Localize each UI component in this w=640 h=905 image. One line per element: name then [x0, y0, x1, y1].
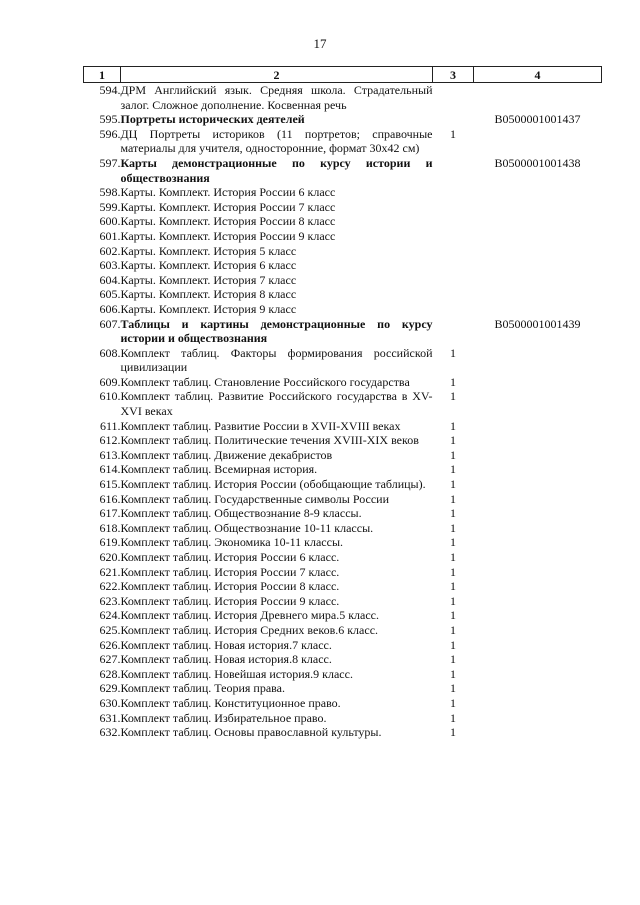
row-number: 623. — [99, 593, 121, 608]
column-header-code: 4 — [474, 67, 602, 83]
row-item-name: Карты. Комплект. История 5 класс — [120, 243, 297, 258]
table-row — [84, 156, 602, 185]
row-inventory-code — [474, 287, 602, 302]
row-number: 622. — [99, 579, 121, 594]
row-item-name: Комплект таблиц. Движение декабристов — [120, 447, 333, 462]
row-item-name: Комплект таблиц. История России 7 класс. — [120, 564, 340, 579]
row-number: 626. — [99, 637, 121, 652]
row-inventory-code — [474, 127, 602, 156]
row-number: 599. — [99, 199, 121, 214]
row-inventory-code — [474, 273, 602, 288]
row-number: 609. — [99, 374, 121, 389]
row-inventory-code — [474, 681, 602, 696]
row-item-name: Карты. Комплект. История России 8 класс — [120, 214, 336, 229]
table-row — [84, 346, 602, 375]
table-row — [84, 229, 602, 244]
row-inventory-code — [474, 185, 602, 200]
row-inventory-code — [474, 535, 602, 550]
row-item-name: Комплект таблиц. Факторы формирования российской цивилизации — [120, 345, 433, 375]
row-number: 607. — [99, 316, 121, 331]
row-number: 613. — [99, 447, 121, 462]
row-inventory-code — [474, 725, 602, 740]
row-quantity — [433, 317, 474, 346]
row-item-name: Комплект таблиц. Новая история.8 класс. — [120, 652, 332, 667]
row-item-name: Комплект таблиц. История России 9 класс. — [120, 593, 340, 608]
row-quantity: 1 — [450, 389, 456, 404]
row-quantity — [433, 214, 474, 229]
row-quantity: 1 — [450, 520, 456, 535]
row-number: 630. — [99, 695, 121, 710]
row-inventory-code — [474, 652, 602, 667]
row-quantity: 1 — [450, 535, 456, 550]
column-header-number: 1 — [84, 67, 121, 83]
row-inventory-code — [474, 623, 602, 638]
table-row — [84, 462, 602, 477]
row-number: 627. — [99, 652, 121, 667]
column-header-name: 2 — [121, 67, 433, 83]
row-item-name: Комплект таблиц. Избирательное право. — [120, 710, 327, 725]
table-row — [84, 652, 602, 667]
inventory-table — [83, 66, 602, 740]
row-quantity — [433, 273, 474, 288]
row-number: 602. — [99, 243, 121, 258]
row-number: 617. — [99, 506, 121, 521]
row-inventory-code — [474, 521, 602, 536]
row-number: 628. — [99, 666, 121, 681]
row-number: 598. — [99, 185, 121, 200]
row-quantity — [433, 229, 474, 244]
row-item-name: Комплект таблиц. Новейшая история.9 класс. — [120, 666, 353, 681]
row-item-name: Карты. Комплект. История России 6 класс — [120, 185, 336, 200]
column-header-quantity: 3 — [433, 67, 474, 83]
row-item-name: Комплект таблиц. Государственные символы России — [120, 491, 390, 506]
row-item-name: Комплект таблиц. История России 6 класс. — [120, 550, 340, 564]
row-quantity: 1 — [450, 491, 456, 506]
row-inventory-code — [474, 565, 602, 580]
row-item-name: Карты. Комплект. История 6 класс — [120, 258, 297, 273]
row-number: 625. — [99, 622, 121, 637]
row-number: 603. — [99, 258, 121, 273]
table-row — [84, 389, 602, 418]
table-row — [84, 302, 602, 317]
table-row — [84, 623, 602, 638]
row-quantity: 1 — [450, 666, 456, 681]
row-number: 629. — [99, 681, 121, 696]
table-row — [84, 419, 602, 434]
row-item-name: Таблицы и картины демонстрационные по курсу истории и обществознания — [120, 316, 433, 346]
row-number: 624. — [99, 608, 121, 623]
table-row — [84, 127, 602, 156]
row-number: 632. — [99, 725, 121, 740]
table-row — [84, 521, 602, 536]
row-quantity: 1 — [450, 564, 456, 579]
table-row — [84, 681, 602, 696]
row-number: 621. — [99, 564, 121, 579]
row-inventory-code — [474, 258, 602, 273]
table-row — [84, 258, 602, 273]
row-number: 631. — [99, 710, 121, 725]
row-quantity: 1 — [450, 681, 456, 696]
row-number: 608. — [99, 345, 121, 360]
row-inventory-code — [474, 433, 602, 448]
row-item-name: Карты. Комплект. История 8 класс — [120, 287, 297, 302]
row-quantity: 1 — [450, 462, 456, 477]
row-inventory-code — [474, 302, 602, 317]
row-inventory-code — [474, 696, 602, 711]
row-inventory-code — [474, 667, 602, 682]
table-row — [84, 638, 602, 653]
row-number: 614. — [99, 462, 121, 477]
row-item-name: Карты. Комплект. История 9 класс — [120, 301, 297, 316]
row-item-name: Комплект таблиц. Всемирная история. — [120, 462, 318, 477]
row-quantity: 1 — [450, 652, 456, 667]
row-quantity: 1 — [450, 433, 456, 448]
row-quantity: 1 — [450, 374, 456, 389]
row-inventory-code — [474, 579, 602, 594]
row-quantity — [433, 83, 474, 113]
row-quantity — [433, 244, 474, 259]
row-quantity — [433, 258, 474, 273]
inventory-rows — [84, 83, 602, 740]
row-quantity: 1 — [450, 725, 456, 740]
table-row — [84, 667, 602, 682]
table-row — [84, 83, 602, 113]
row-item-name: Комплект таблиц. История Средних веков.6 класс. — [120, 622, 379, 637]
row-item-name: Комплект таблиц. Новая история.7 класс. — [120, 637, 332, 652]
row-inventory-code — [474, 462, 602, 477]
row-item-name: Карты. Комплект. История России 7 класс — [120, 199, 336, 214]
row-number: 620. — [99, 550, 121, 564]
row-number: 610. — [99, 389, 121, 404]
table-row — [84, 506, 602, 521]
row-inventory-code — [474, 244, 602, 259]
row-quantity: 1 — [450, 345, 456, 360]
table-row — [84, 185, 602, 200]
row-number: 600. — [99, 214, 121, 229]
table-row — [84, 492, 602, 507]
row-quantity: 1 — [450, 710, 456, 725]
row-quantity — [433, 200, 474, 215]
row-item-name: Комплект таблиц. Теория права. — [120, 681, 286, 696]
row-item-name: Комплект таблиц. Политические течения XVIII-XIX веков — [120, 433, 419, 448]
row-quantity — [433, 185, 474, 200]
table-row — [84, 375, 602, 390]
row-item-name: Комплект таблиц. История Древнего мира.5 класс. — [120, 608, 379, 623]
row-item-name: Карты. Комплект. История 7 класс — [120, 272, 297, 287]
table-row — [84, 711, 602, 726]
table-row — [84, 550, 602, 565]
row-number: 594. — [99, 83, 121, 97]
table-row — [84, 696, 602, 711]
table-row — [84, 214, 602, 229]
row-item-name: Комплект таблиц. Экономика 10-11 классы. — [120, 535, 344, 550]
row-quantity: 1 — [450, 550, 456, 564]
row-inventory-code — [474, 477, 602, 492]
row-inventory-code — [474, 711, 602, 726]
row-number: 597. — [99, 155, 121, 170]
row-number: 619. — [99, 535, 121, 550]
table-row — [84, 448, 602, 463]
table-row — [84, 317, 602, 346]
row-item-name: Комплект таблиц. Обществознание 8-9 классы. — [120, 506, 362, 521]
row-inventory-code — [474, 594, 602, 609]
table-row — [84, 287, 602, 302]
table-row — [84, 594, 602, 609]
row-number: 606. — [99, 301, 121, 316]
row-number: 618. — [99, 520, 121, 535]
row-quantity: 1 — [450, 608, 456, 623]
row-quantity — [433, 112, 474, 127]
table-row — [84, 725, 602, 740]
row-item-name: Комплект таблиц. Развитие России в XVII-XVIII веках — [120, 418, 401, 433]
row-quantity: 1 — [450, 579, 456, 594]
row-number: 596. — [99, 126, 121, 141]
row-quantity — [433, 156, 474, 185]
table-row — [84, 244, 602, 259]
row-item-name: Карты демонстрационные по курсу истории и обществознания — [120, 155, 433, 185]
row-item-name: ДЦ Портреты историков (11 портретов; справочные материалы для учителя, односторонние, формат 30х42 см) — [120, 126, 433, 156]
row-number: 611. — [99, 418, 121, 433]
row-inventory-code — [474, 200, 602, 215]
row-item-name: ДРМ Английский язык. Средняя школа. Страдательный залог. Сложное дополнение. Косвенная речь — [120, 83, 433, 112]
table-row — [84, 273, 602, 288]
row-quantity: 1 — [450, 506, 456, 521]
table-row — [84, 477, 602, 492]
row-inventory-code — [474, 229, 602, 244]
table-row — [84, 433, 602, 448]
table-row — [84, 112, 602, 127]
row-quantity: 1 — [450, 477, 456, 492]
row-inventory-code — [474, 83, 602, 113]
row-item-name: Комплект таблиц. История России (обобщающие таблицы). — [120, 477, 426, 492]
row-inventory-code — [474, 346, 602, 375]
row-number: 595. — [99, 112, 121, 127]
row-inventory-code — [474, 448, 602, 463]
row-item-name: Комплект таблиц. Развитие Российского государства в XV-XVI веках — [120, 389, 433, 419]
row-quantity: 1 — [450, 622, 456, 637]
row-inventory-code — [474, 389, 602, 418]
row-item-name: Комплект таблиц. Обществознание 10-11 классы. — [120, 520, 374, 535]
row-quantity — [433, 302, 474, 317]
row-item-name: Комплект таблиц. История России 8 класс. — [120, 579, 340, 594]
row-inventory-code — [474, 638, 602, 653]
row-quantity: 1 — [450, 637, 456, 652]
row-inventory-code: В0500001001437 — [494, 112, 581, 127]
row-number: 604. — [99, 272, 121, 287]
table-header-row — [84, 67, 602, 83]
row-inventory-code: В0500001001439 — [494, 316, 581, 331]
row-inventory-code — [474, 492, 602, 507]
row-quantity — [433, 287, 474, 302]
table-row — [84, 535, 602, 550]
row-quantity: 1 — [450, 418, 456, 433]
row-item-name: Карты. Комплект. История России 9 класс — [120, 228, 336, 243]
row-item-name: Портреты исторических деятелей — [120, 112, 305, 127]
row-quantity: 1 — [450, 593, 456, 608]
table-row — [84, 565, 602, 580]
row-inventory-code — [474, 608, 602, 623]
row-inventory-code: В0500001001438 — [494, 155, 581, 170]
row-inventory-code — [474, 419, 602, 434]
row-number: 615. — [99, 477, 121, 492]
row-number: 605. — [99, 287, 121, 302]
row-item-name: Комплект таблиц. Основы православной культуры. — [120, 725, 382, 740]
table-row — [84, 608, 602, 623]
row-quantity: 1 — [450, 695, 456, 710]
row-inventory-code — [474, 214, 602, 229]
row-number: 616. — [99, 491, 121, 506]
row-item-name: Комплект таблиц. Конституционное право. — [120, 695, 341, 710]
row-number: 612. — [99, 433, 121, 448]
row-inventory-code — [474, 506, 602, 521]
row-quantity: 1 — [450, 447, 456, 462]
row-inventory-code — [474, 550, 602, 565]
table-row — [84, 200, 602, 215]
row-item-name: Комплект таблиц. Становление Российского государства — [120, 374, 410, 389]
row-number: 601. — [99, 228, 121, 243]
row-quantity: 1 — [450, 126, 456, 141]
page-number: 17 — [313, 36, 327, 51]
row-inventory-code — [474, 375, 602, 390]
table-row — [84, 579, 602, 594]
